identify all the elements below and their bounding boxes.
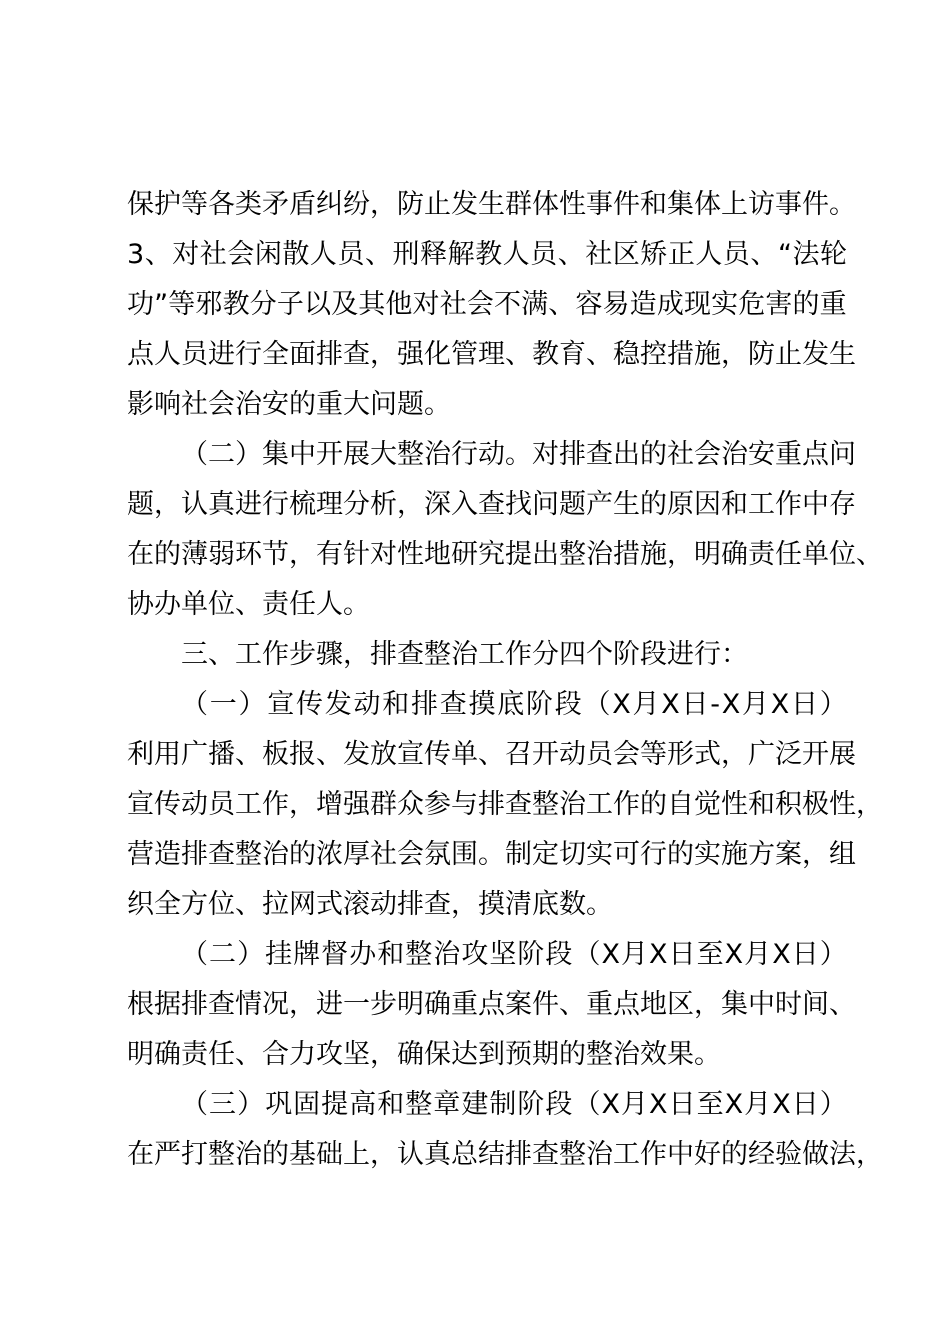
text-line: 在 的 薄 弱 环 节 ， 有 针 对 性 地 研 究 提 出 整 治 措 施 ， 明 确 责 任 单 位 、 — [127, 539, 883, 570]
text-line: （ 二 ） 集 中 开 展 大 整 治 行 动 。 对 排 查 出 的 社 会 治 安 重 点 问 — [181, 439, 856, 470]
text-line: （ 三 ） 巩 固 提 高 和 整 章 建 制 阶 段 （ X 月 X 日 至 X 月 X 日 ） — [181, 1089, 847, 1120]
text-line: （ 二 ） 挂 牌 督 办 和 整 治 攻 坚 阶 段 （ X 月 X 日 至 X 月 X 日 ） — [181, 939, 847, 970]
text-line: 三、工作步骤，排查整治工作分四个阶段进行： — [181, 639, 748, 670]
text-line: 宣 传 动 员 工 作 ， 增 强 群 众 参 与 排 查 整 治 工 作 的 自 觉 性 和 积 极 性 ， — [127, 789, 883, 820]
text-line: 保 护 等 各 类 矛 盾 纠 纷 ， 防 止 发 生 群 体 性 事 件 和 集 体 上 访 事 件 。 — [127, 189, 856, 220]
text-line: 点 人 员 进 行 全 面 排 查 ， 强 化 管 理 、 教 育 、 稳 控 措 施 ， 防 止 发 生 — [127, 339, 856, 370]
text-line: 根 据 排 查 情 况 ， 进 一 步 明 确 重 点 案 件 、 重 点 地 区 ， 集 中 时 间 、 — [127, 989, 856, 1020]
document-body — [127, 180, 883, 1180]
text-line: 利 用 广 播 、 板 报 、 发 放 宣 传 单 、 召 开 动 员 会 等 形 式 ， 广 泛 开 展 — [127, 739, 856, 770]
text-line: 织全方位、拉网式滚动排查，摸清底数。 — [127, 889, 613, 920]
text-line: 题 ， 认 真 进 行 梳 理 分 析 ， 深 入 查 找 问 题 产 生 的 原 因 和 工 作 中 存 — [127, 489, 856, 520]
text-line: 3 、 对 社 会 闲 散 人 员 、 刑 释 解 教 人 员 、 社 区 矫 正 人 员 、 “ 法 轮 — [127, 239, 847, 270]
text-line: 功 ” 等 邪 教 分 子 以 及 其 他 对 社 会 不 满 、 容 易 造 成 现 实 危 害 的 重 — [127, 289, 847, 320]
text-line: 营 造 排 查 整 治 的 浓 厚 社 会 氛 围 。 制 定 切 实 可 行 的 实 施 方 案 ， 组 — [127, 839, 856, 870]
text-line: 在 严 打 整 治 的 基 础 上 ， 认 真 总 结 排 查 整 治 工 作 中 好 的 经 验 做 法 ， — [127, 1139, 883, 1170]
text-line: 明确责任、合力攻坚，确保达到预期的整治效果。 — [127, 1039, 721, 1070]
text-line: （ 一 ） 宣 传 发 动 和 排 查 摸 底 阶 段 （ X 月 X 日 - X 月 X 日 ） — [181, 689, 847, 720]
text-line: 影响社会治安的重大问题。 — [127, 389, 451, 420]
text-line: 协办单位、责任人。 — [127, 589, 370, 620]
